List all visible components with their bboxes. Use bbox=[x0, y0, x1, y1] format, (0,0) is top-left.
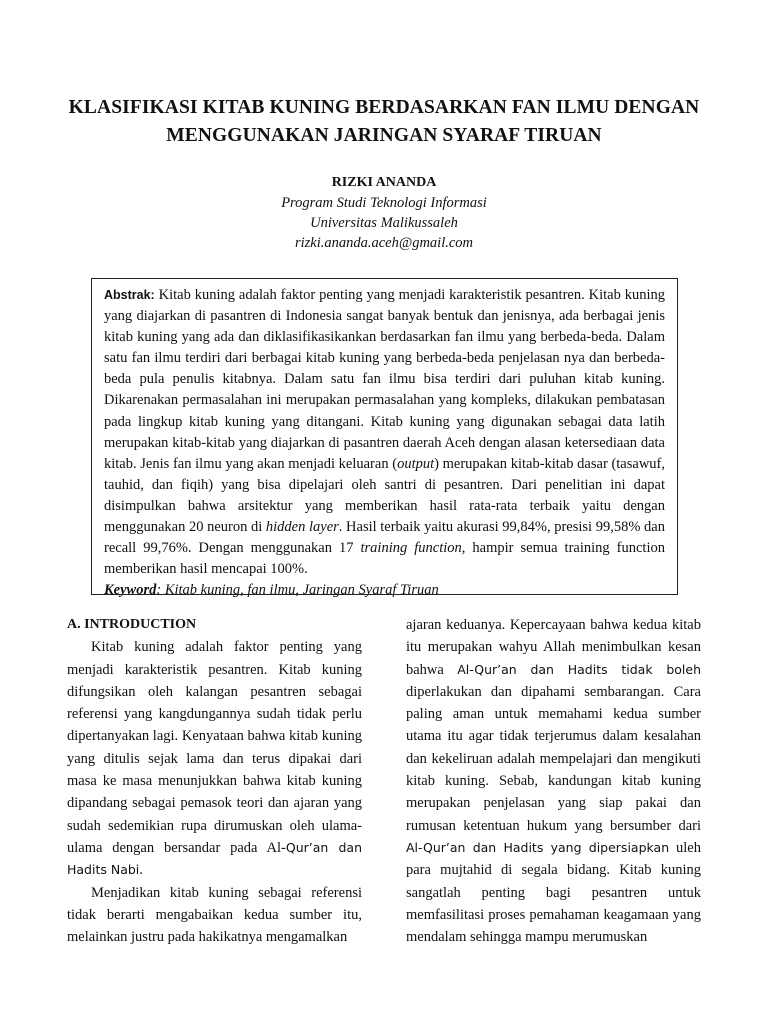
right-column bbox=[406, 614, 701, 948]
abstract-output-term: output bbox=[397, 455, 435, 472]
intro-p1-text: Kitab kuning adalah faktor penting yang menjadi karakteristik pesantren. Kitab kuning difungsikan oleh kalangan pesantren sebagai referensi yang kangdungannya sudah tidak perlu dipertanyakan lagi. Kenyataan bahwa kitab kuning yang ditulis sejak lama dan terus dipakai dari masa ke masa menunjukkan bahwa kitab kuning dipandang sebagai pemasok teori dan ajaran yang sudah sedemikian rupa dirumuskan oleh ulama-ulama dengan bersandar pada Al- bbox=[67, 639, 362, 856]
right-text-a: ajaran keduanya. Kepercayaan bahwa kedua kitab itu merupakan wahyu Allah menimbulkan kesan bahwa bbox=[406, 617, 701, 678]
affiliation-university: Universitas Malikussaleh bbox=[310, 215, 458, 231]
keyword-line bbox=[104, 580, 665, 601]
left-column bbox=[67, 614, 362, 948]
abstract-body-d: , hampir semua training function memberikan hasil mencapai 100%. bbox=[104, 540, 665, 578]
intro-paragraph-1 bbox=[67, 636, 362, 881]
affiliation-program: Program Studi Teknologi Informasi bbox=[281, 195, 487, 211]
abstract-label: Abstrak: bbox=[104, 288, 155, 302]
abstract-training-term: training function bbox=[360, 540, 462, 557]
intro-p1-end: . bbox=[139, 862, 143, 879]
right-text-quran-1: Al-Qur’an dan Hadits tidak boleh bbox=[457, 661, 701, 677]
intro-p1-quran: Qur’an dan Hadits Nabi bbox=[67, 839, 363, 878]
abstract-text bbox=[104, 285, 665, 601]
keyword-list: : Kitab kuning, fan ilmu, Jaringan Syaraf Tiruan bbox=[156, 582, 439, 599]
section-heading: A. INTRODUCTION bbox=[67, 617, 197, 632]
right-text-e: uleh para mujtahid di segala bidang. Kitab kuning sangatlah penting bagi pesantren untuk memfasilitasi proses pemahaman keagamaan yang mendalam sehingga mampu merumuskan bbox=[406, 839, 701, 946]
abstract-hidden-term: hidden layer bbox=[265, 519, 339, 536]
keyword-label: Keyword bbox=[104, 582, 157, 599]
abstract-body-c: . Hasil terbaik yaitu akurasi 99,84%, presisi 99,58% dan recall 99,76%. Dengan menggunakan 17 bbox=[104, 519, 665, 557]
right-text-c: diperlakukan dan dipahami sembarangan. Cara paling aman untuk memahami kedua sumber utama itu agar tidak terjerumus dalam kesalahan dan kekeliruan adalah mempelajari dan mengikuti kitab kuning. Sebab, kandungan kitab kuning merupakan penjelasan yang siap pakai dan rumusan ketentuan hukum yang bersumber dari bbox=[406, 683, 701, 834]
paper-title: KLASIFIKASI KITAB KUNING BERDASARKAN FAN ILMU DENGAN MENGGUNAKAN JARINGAN SYARAF TIRUAN bbox=[68, 97, 700, 146]
abstract-body-a: Kitab kuning adalah faktor penting yang menjadi karakteristik pesantren. Kitab kuning yang diajarkan di pasantren di Indonesia sangat banyak bentuk dan jenisnya, ada berbagai jenis kitab kuning yang ada dan diklasifikasikankan berdasarkan fan ilmu yang berbeda-beda. Dalam satu fan ilmu terdiri dari berbagai kitab kuning yang berbeda-beda penjelasan nya dan berbeda-beda pula penulis kitabnya. Dalam satu fan ilmu bisa terdiri dari puluhan kitab kuning. Dikarenakan permasalahan ini merupakan permasalahan yang kompleks, dilakukan pembatasan pada lingkup kitab kuning yang ditangani. Kitab kuning yang digunakan sebagai data latih merupakan kitab-kitab yang diajarkan di pasantren daerah Aceh dengan alasan ketersediaan data kitab. Jenis fan ilmu yang akan menjadi keluaran ( bbox=[104, 287, 665, 472]
intro-paragraph-continued bbox=[406, 614, 701, 948]
author-email: rizki.ananda.aceh@gmail.com bbox=[294, 235, 474, 251]
author-name: RIZKI ANANDA bbox=[331, 175, 437, 190]
abstract-body-b: ) merupakan kitab-kitab dasar (tasawuf, tauhid, dan fiqih) yang bisa dipelajari oleh santri di pesantren. Dari penelitian ini dapat disimpulkan bahwa arsitektur yang memberikan hasil rata-rata terbaik yaitu dengan menggunakan 20 neuron di bbox=[104, 455, 665, 536]
intro-paragraph-2: Menjadikan kitab kuning sebagai referensi tidak berarti mengabaikan kedua sumber itu, melainkan justru pada hakikatnya mengamalkan bbox=[67, 884, 362, 946]
right-text-quran-2: Al-Qur’an dan Hadits yang dipersiapkan bbox=[406, 839, 670, 855]
abstract-box bbox=[91, 278, 678, 599]
